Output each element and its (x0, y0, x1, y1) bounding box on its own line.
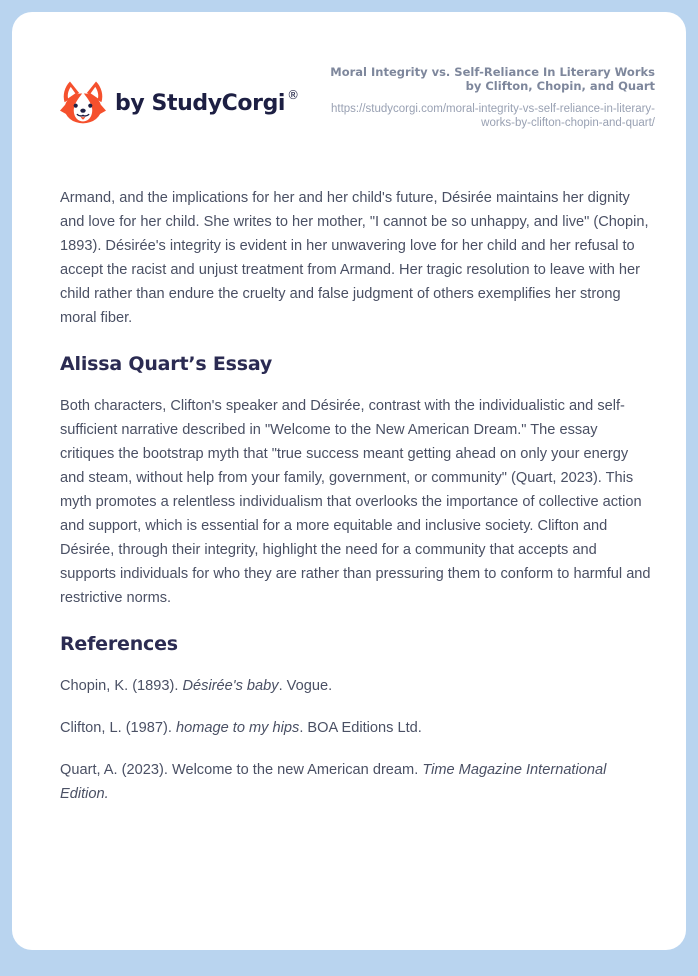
intro-paragraph: Armand, and the implications for her and her child's future, Désirée maintains her dignity and love for her child. She writes to her mother, "I cannot be so unhappy, and live" (Chopin, 1893). Désirée's integrity is evident in her unwavering love for her child and her refusal to accept the racist and unjust treatment from Armand. Her tragic resolution to leave with her child rather than endure the cruelty and false judgment of others exemplifies her strong moral fiber. (60, 190, 649, 326)
title-block (323, 66, 655, 130)
studycorgi-logo (60, 78, 299, 128)
article-content (60, 186, 655, 806)
section-heading: Alissa Quart’s Essay (60, 353, 273, 375)
reference-entry: Clifton, L. (1987). homage to my hips. BOA Editions Ltd. (60, 720, 422, 736)
section-paragraph: Both characters, Clifton's speaker and Désirée, contrast with the individualistic and self-sufficient narrative described in "Welcome to the New American Dream." The essay critiques the bootstrap myth that "true success meant getting ahead on only your energy and steam, without help from your family, government, or community" (Quart, 2023). This myth promotes a relentless individualism that overlooks the importance of collective action and support, which is essential for a more equitable and inclusive society. Clifton and Désirée, through their integrity, highlight the need for a community that accepts and supports individuals for who they are rather than pressuring them to conform to harmful and restrictive norms. (60, 398, 651, 606)
document-card (12, 12, 686, 950)
corgi-logo-icon (60, 78, 106, 128)
document-title: Moral Integrity vs. Self-Reliance In Literary Works by Clifton, Chopin, and Quart (330, 65, 655, 93)
page (0, 12, 698, 976)
source-url-link[interactable]: https://studycorgi.com/moral-integrity-vs-self-reliance-in-literary-works-by-clifton-chopin-and-quart/ (331, 103, 655, 129)
references-heading: References (60, 633, 178, 655)
registered-mark: ® (287, 88, 300, 102)
brand-text: by StudyCorgi (115, 90, 286, 116)
reference-entry: Quart, A. (2023). Welcome to the new American dream. Time Magazine International Edition. (60, 762, 607, 802)
reference-entry: Chopin, K. (1893). Désirée's baby. Vogue. (60, 678, 333, 694)
document-header (60, 66, 655, 130)
